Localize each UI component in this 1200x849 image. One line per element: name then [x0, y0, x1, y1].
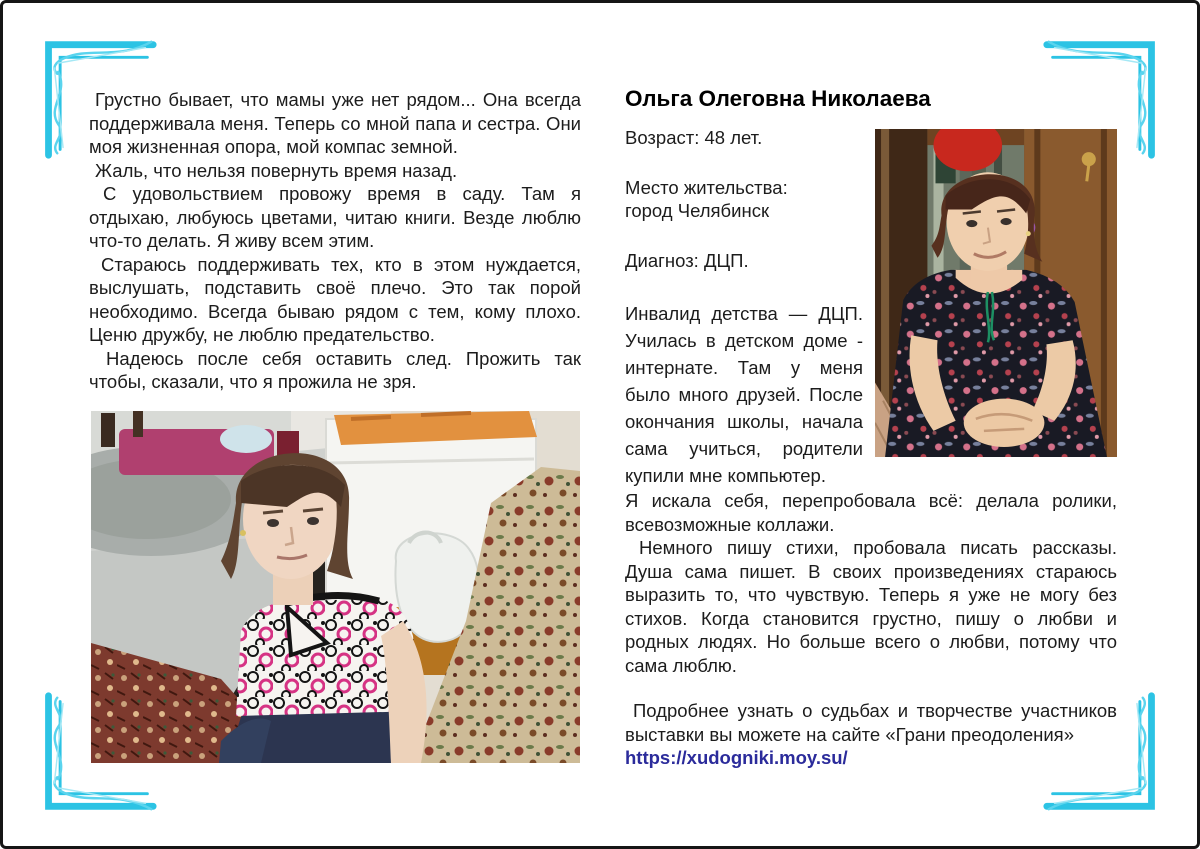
- left-column: [89, 88, 581, 394]
- right-photo: [875, 129, 1117, 457]
- right-photo-illustration: [875, 129, 1117, 457]
- residence-city: город Челябинск: [625, 200, 770, 221]
- age-line: Возраст: 48 лет.: [625, 127, 763, 148]
- footer-paragraph: Подробнее узнать о судьбах и творчестве участников выставки вы можете на сайте «Грани преодоления»: [625, 700, 1117, 745]
- story-paragraph: Грустно бывает, что мамы уже нет рядом... Она всегда поддерживала меня. Теперь со мной папа и сестра. Они моя жизненная опора, мой компас земной.: [89, 89, 581, 157]
- bio-paragraph: Инвалид детства — ДЦП. Училась в детском доме - интернате. Там у меня было много друзей. После окончания школы, начала сама учиться, родители купили мне компьютер.: [625, 303, 863, 486]
- diagnosis-line: Диагноз: ДЦП.: [625, 249, 749, 271]
- bio-paragraph: Немного пишу стихи, пробовала писать рассказы. Душа сама пишет. В своих произведениях стараюсь выразить то, что чувствую. Теперь я уже не могу без стихов. Когда становится грустно, пишу о любви и родных людях. Но больше всего о любви, потому что сама люблю.: [625, 537, 1117, 676]
- residence-label: Место жительства:: [625, 176, 788, 198]
- story-paragraph: С удовольствием провожу время в саду. Там я отдыхаю, любуюсь цветами, читаю книги. Везде люблю что-то делать. Я живу всем этим.: [89, 183, 581, 251]
- profile-title: Ольга Олеговна Николаева: [625, 86, 931, 111]
- story-paragraph: Жаль, что нельзя повернуть время назад.: [95, 159, 458, 181]
- left-photo: [91, 411, 580, 763]
- right-column: [625, 85, 1117, 770]
- footer-link-line: [625, 746, 1117, 770]
- bio-paragraph: Я искала себя, перепробовала всё: делала ролики, всевозможные коллажи.: [625, 490, 1117, 535]
- left-photo-illustration: [91, 411, 580, 763]
- website-link[interactable]: https://xudogniki.moy.su/: [625, 747, 848, 768]
- story-paragraph: Надеюсь после себя оставить след. Прожить так чтобы, сказали, что я прожила не зря.: [89, 347, 581, 392]
- story-paragraph: Стараюсь поддерживать тех, кто в этом нуждается, выслушать, подставить своё плечо. Это так порой необходимо. Всегда бываю рядом с тем, кому плохо. Ценю дружбу, не люблю предательство.: [89, 253, 581, 345]
